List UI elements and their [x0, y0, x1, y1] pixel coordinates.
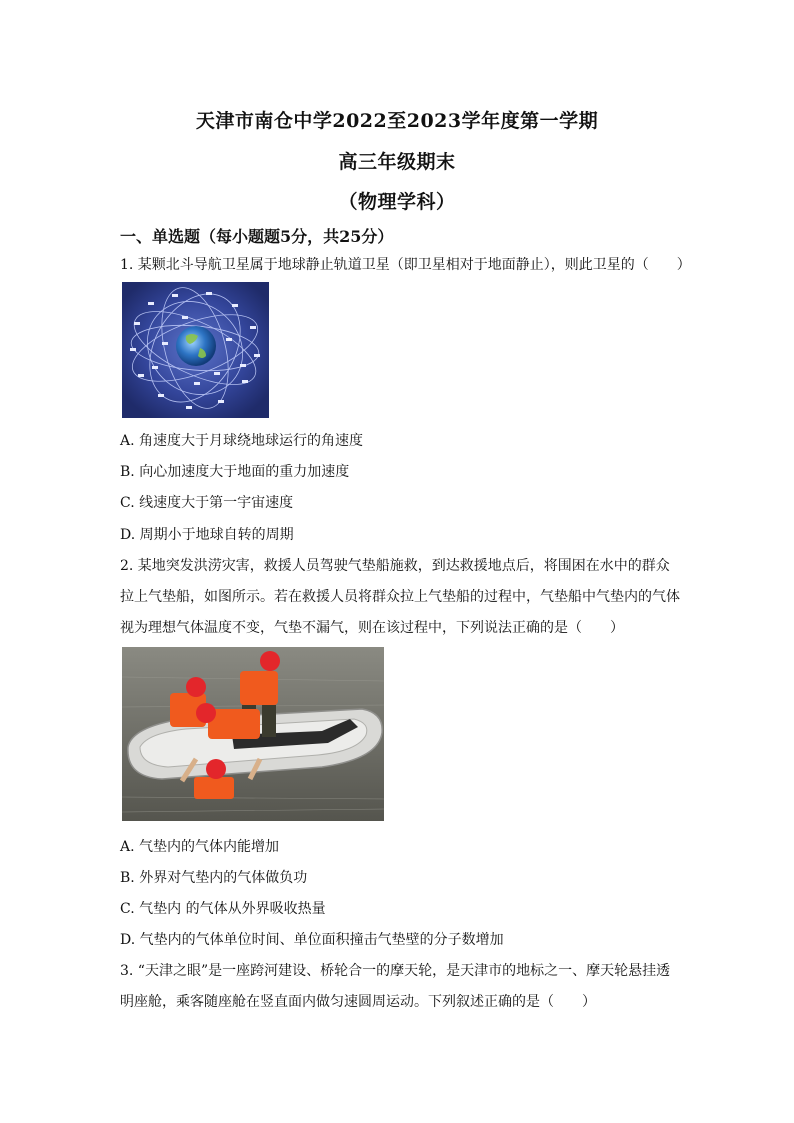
satellite-orbit-illustration — [122, 282, 269, 418]
q2-option-a: A. 气垫内的气体内能增加 — [120, 839, 280, 855]
rescuer-helmet-2 — [186, 677, 206, 697]
q2-option-b: B. 外界对气垫内的气体做负功 — [120, 870, 308, 886]
earth-icon — [176, 326, 216, 366]
rescuer-helmet-3 — [196, 703, 216, 723]
q1-option-d: D. 周期小于地球自转的周期 — [120, 527, 294, 543]
rescuer-helmet-1 — [260, 651, 280, 671]
q1-option-b: B. 向心加速度大于地面的重力加速度 — [120, 464, 350, 480]
exam-title: 天津市南仓中学2022至2023学年度第一学期 — [195, 110, 599, 132]
q2-stem-line2: 拉上气垫船，如图所示。若在救援人员将群众拉上气垫船的过程中，气垫船中气垫内的气体 — [120, 589, 680, 605]
q2-option-d: D. 气垫内的气体单位时间、单位面积撞击气垫壁的分子数增加 — [120, 932, 504, 948]
section-heading: 一、单选题（每小题题5分，共25分） — [120, 227, 394, 246]
rescue-boat-photo — [122, 647, 384, 821]
q1-option-a: A. 角速度大于月球绕地球运行的角速度 — [120, 433, 364, 449]
q2-stem-line1: 2. 某地突发洪涝灾害，救援人员驾驶气垫船施救，到达救援地点后，将围困在水中的群众 — [120, 558, 670, 574]
person-in-water-helmet — [206, 759, 226, 779]
rescue-boat-illustration — [122, 647, 384, 821]
q3-stem-line2: 明座舱，乘客随座舱在竖直面内做匀速圆周运动。下列叙述正确的是（ ） — [120, 994, 596, 1010]
satellite-orbit-image — [122, 282, 269, 418]
q3-stem-line1: 3. “天津之眼”是一座跨河建设、桥轮合一的摩天轮，是天津市的地标之一、摩天轮悬挂透 — [120, 963, 671, 979]
exam-grade: 高三年级期末 — [338, 151, 456, 173]
q2-option-c: C. 气垫内 的气体从外界吸收热量 — [120, 901, 326, 917]
rescuer-vest-1 — [240, 671, 278, 705]
exam-subject: （物理学科） — [338, 191, 456, 213]
q2-stem-line3: 视为理想气体温度不变，气垫不漏气，则在该过程中，下列说法正确的是（ ） — [120, 620, 624, 636]
person-in-water-vest — [194, 777, 234, 799]
q1-stem: 1. 某颗北斗导航卫星属于地球静止轨道卫星（即卫星相对于地面静止），则此卫星的（ ） — [120, 257, 691, 273]
q1-option-c: C. 线速度大于第一宇宙速度 — [120, 495, 294, 511]
